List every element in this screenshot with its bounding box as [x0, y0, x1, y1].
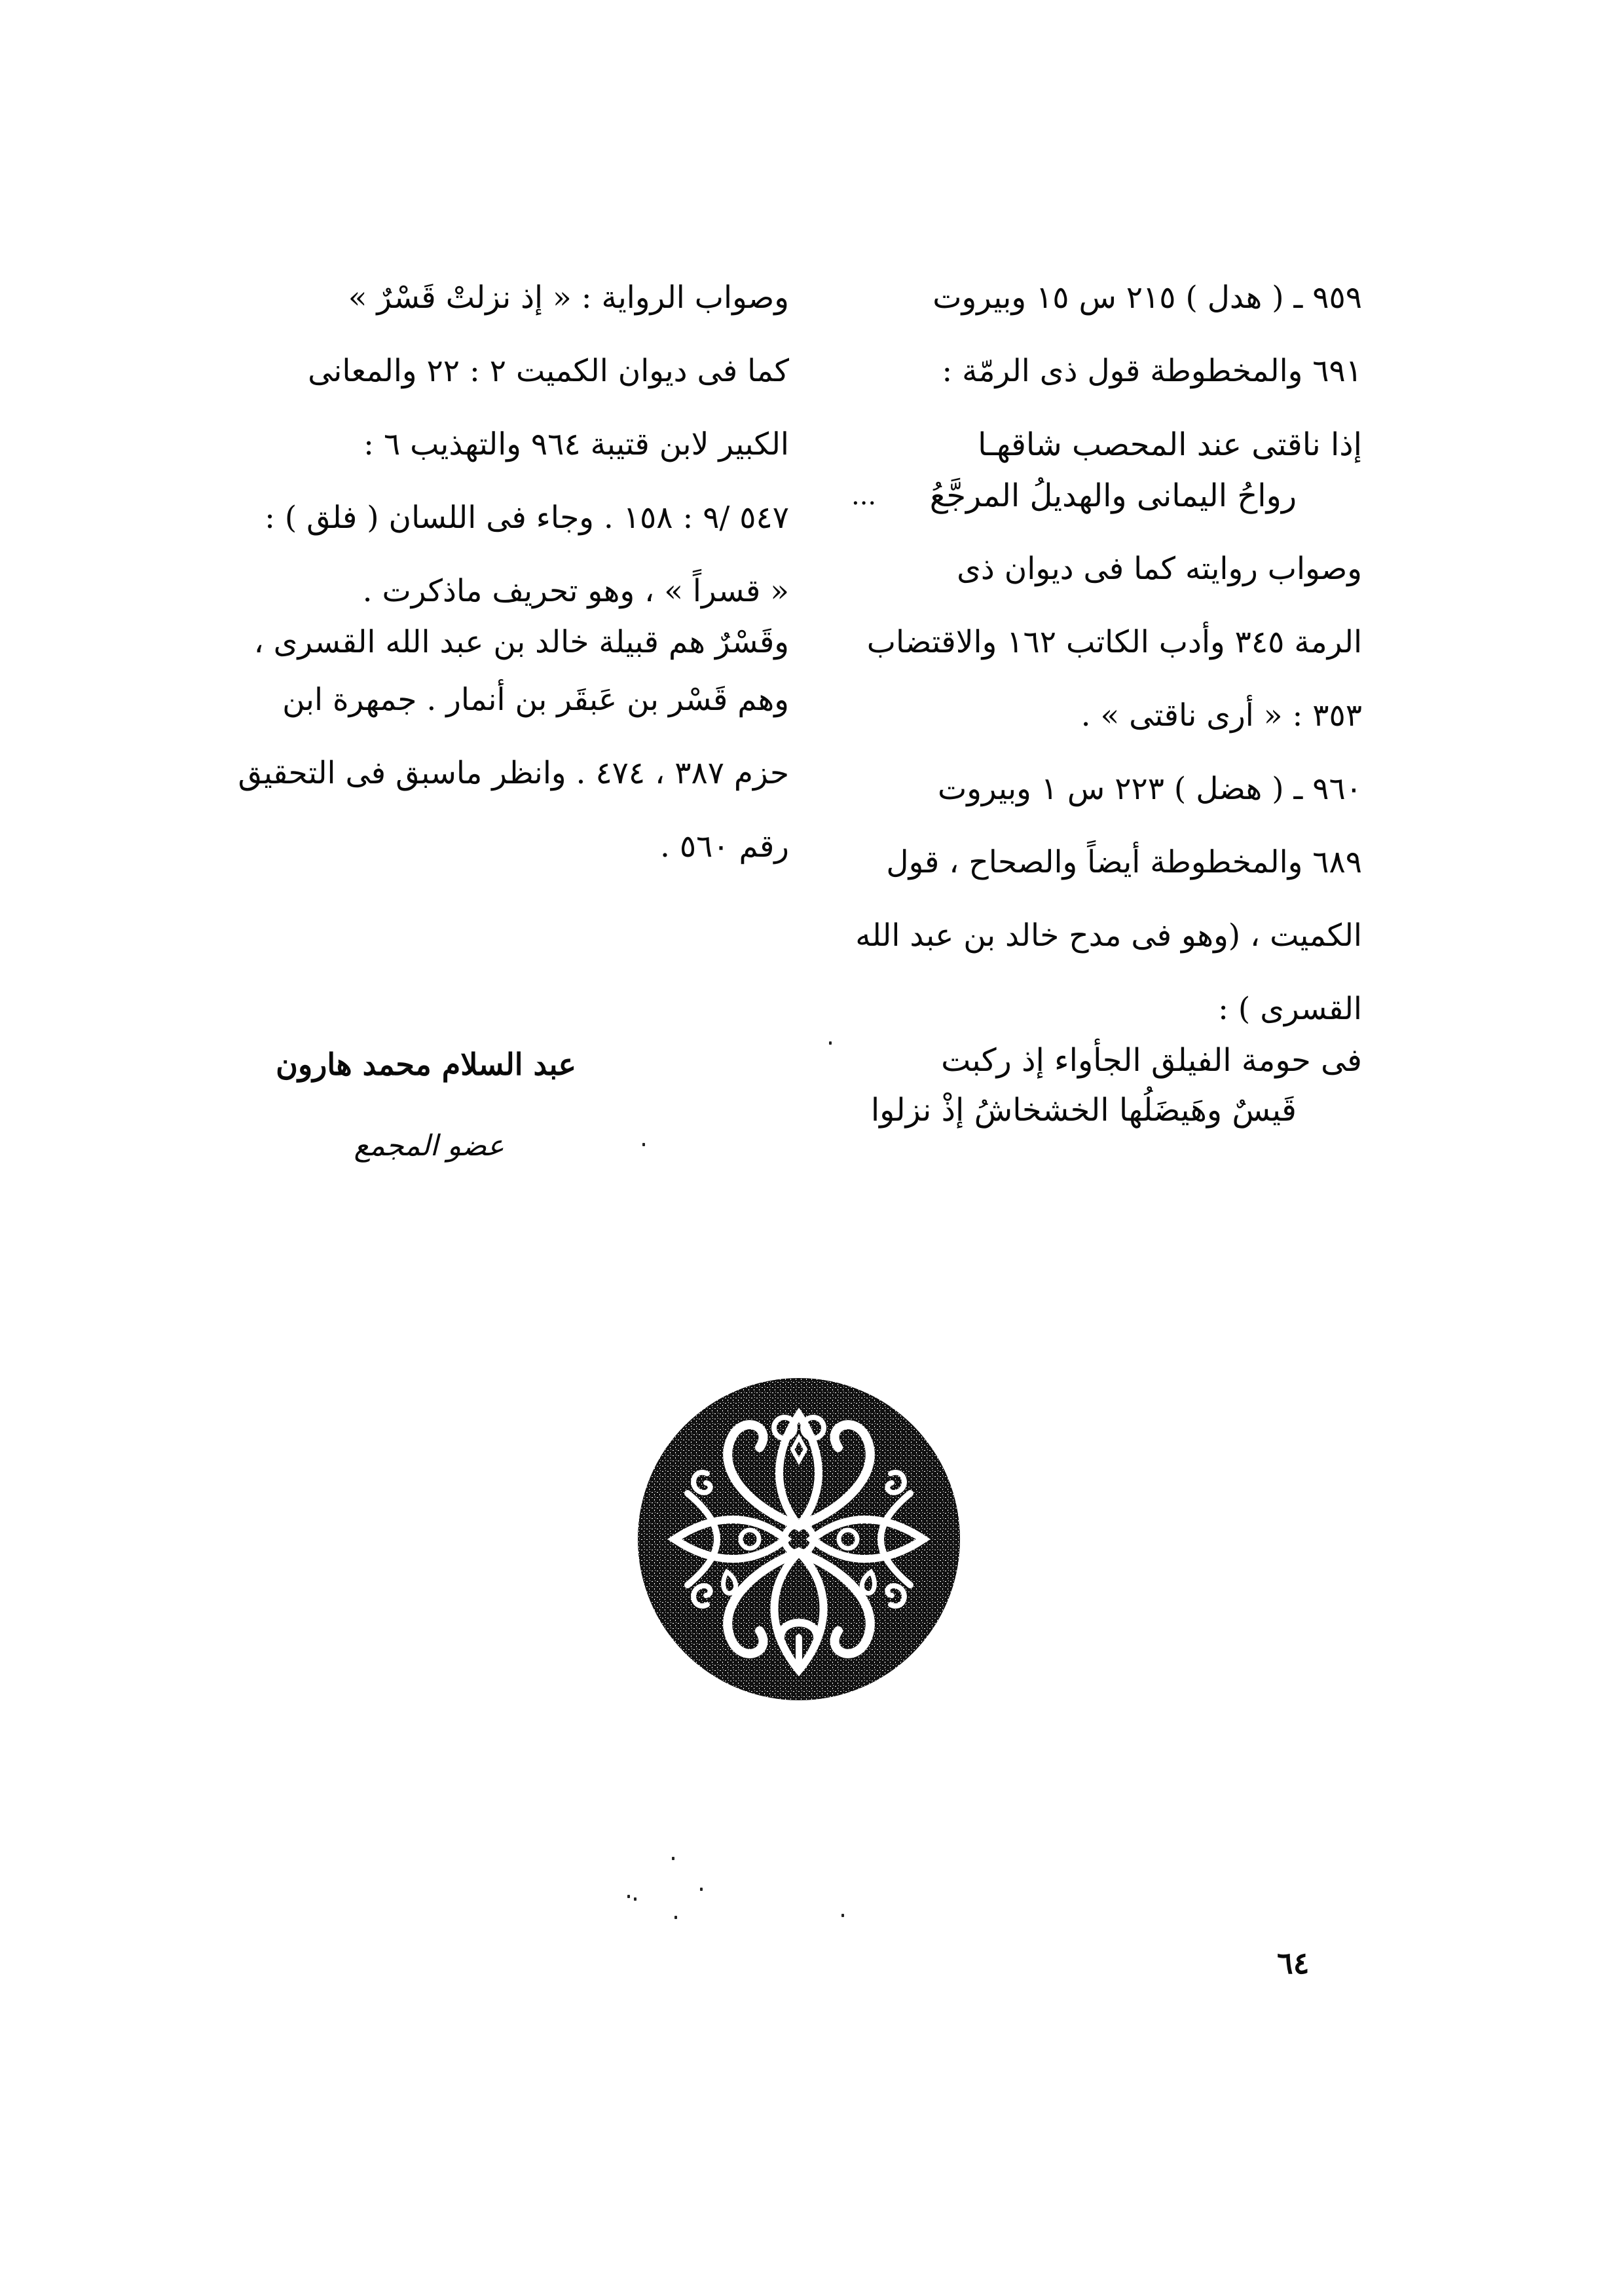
scan-speck [829, 1041, 832, 1045]
scan-speck [627, 1895, 630, 1898]
arabesque-medallion-icon [635, 1375, 963, 1703]
left-line-9: رقم ٥٦٠ . [659, 829, 789, 865]
page-number: ٦٤ [1277, 1945, 1310, 1981]
correction-text-2: الرمة ٣٤٥ وأدب الكاتب ١٦٢ والاقتضاب [866, 624, 1362, 660]
left-line-5: « قسراً » ، وهو تحريف ماذكرت . [362, 573, 789, 609]
left-line-3: الكبير لابن قتيبة ٩٦٤ والتهذيب ٦ : [363, 426, 789, 462]
left-column [238, 278, 789, 901]
scan-speck [634, 1897, 637, 1901]
scan-speck [700, 1888, 703, 1891]
entry-959-text: ٦٩١ والمخطوطة قول ذى الرمّة : [942, 353, 1362, 389]
entry-960-text-3: القسرى ) : [1218, 991, 1362, 1027]
verse-hemistich-2 [851, 476, 1362, 515]
scan-speck [642, 1143, 645, 1146]
scan-speck [672, 1857, 674, 1860]
left-line-8: حزم ٣٨٧ ، ٤٧٤ . وانظر ماسبق فى التحقيق [238, 755, 789, 791]
verse-ellipsis: ... [851, 481, 877, 511]
entry-960-text-2: الكميت ، (وهو فى مدح خالد بن عبد الله [855, 918, 1362, 954]
right-column [851, 278, 1362, 1164]
verse-hemistich-1: إذا ناقتى عند المحصب شاقهـا [978, 426, 1362, 463]
left-line-7: وهم قَسْر بن عَبقَر بن أنمار . جمهرة ابن [282, 682, 789, 718]
left-line-4: ٥٤٧ /٩ : ١٥٨ . وجاء فى اللسان ( فلق ) : [265, 500, 789, 536]
verse-2-hemistich-1: فى حومة الفيلق الجأواء إذ ركبت [941, 1042, 1362, 1079]
left-line-1: وصواب الرواية : « إذ نزلتْ قَسْرٌ » [348, 280, 789, 316]
left-line-2: كما فى ديوان الكميت ٢ : ٢٢ والمعانى [308, 353, 789, 389]
scan-speck [841, 1914, 844, 1917]
verse-hemistich-2-text: رواحُ اليمانى والهديلُ المرجَّعُ [929, 477, 1297, 514]
correction-text-3: ٣٥٣ : « أرى ناقتى » . [1080, 698, 1362, 734]
verse-2-hemistich-2: قَيسٌ وهَيضَلُها الخشخاشُ إذْ نزلوا [870, 1092, 1297, 1129]
entry-959-heading: ٩٥٩ ـ ( هدل ) ٢١٥ س ١٥ وبيروت [932, 280, 1362, 316]
entry-960-text-1: ٦٨٩ والمخطوطة أيضاً والصحاح ، قول [886, 844, 1362, 880]
left-line-6: وقَسْرٌ هم قبيلة خالد بن عبد الله القسرى ، [253, 624, 789, 660]
author-signature: عبد السلام محمد هارون [276, 1047, 576, 1082]
scan-speck [674, 1916, 677, 1919]
entry-960-heading: ٩٦٠ ـ ( هضل ) ٢٢٣ س ١ وبيروت [937, 771, 1362, 807]
author-title: عضو المجمع [354, 1129, 504, 1163]
correction-text-1: وصواب روايته كما فى ديوان ذى [957, 551, 1362, 587]
